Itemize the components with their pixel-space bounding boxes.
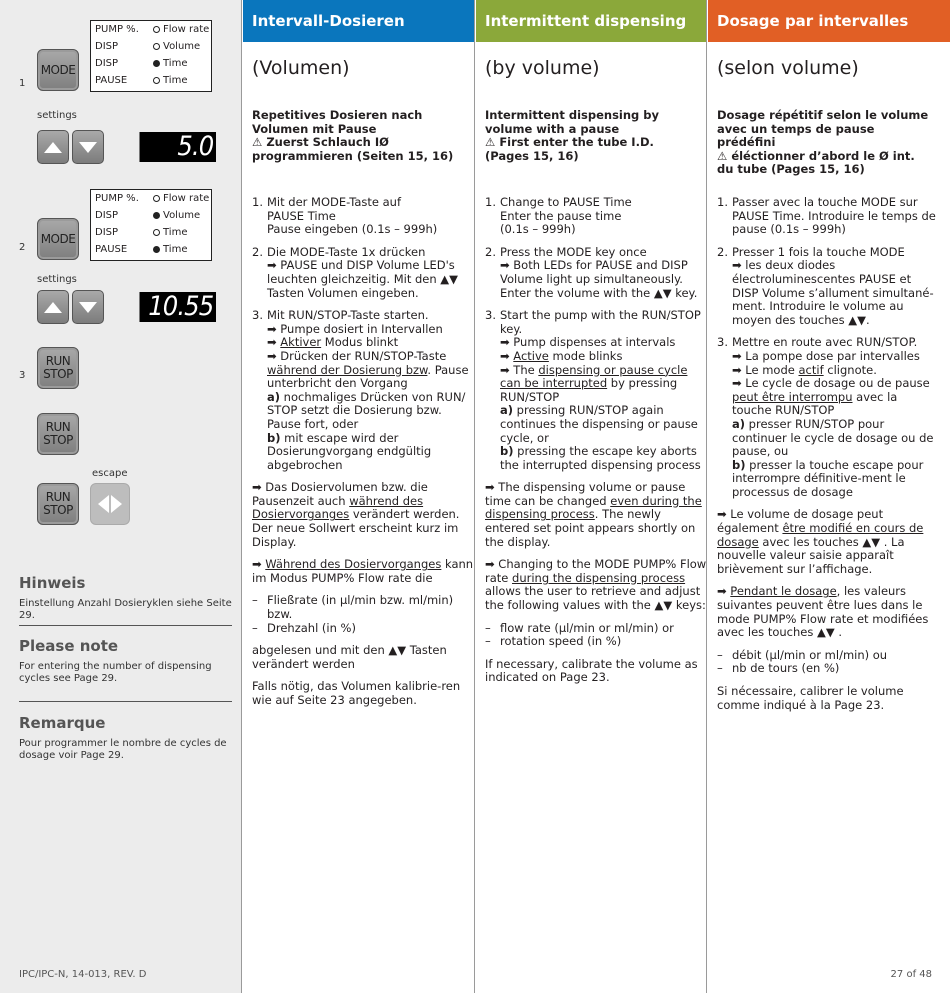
document-revision: IPC/IPC-N, 14-013, REV. D [19, 969, 147, 980]
led-name: PUMP %. [95, 24, 139, 35]
column-body [252, 196, 476, 717]
column-header: Intermittent dispensing [476, 0, 706, 42]
settings-label: settings [37, 274, 77, 285]
column-subtitle: (by volume) [485, 57, 600, 79]
led-name: PAUSE [95, 244, 128, 255]
step-item: 3. Mettre en route avec RUN/STOP. ➡ La pompe dose par intervalles ➡ Le mode actif clignote. ➡ Le cycle de dosage ou de pause peut être interrompu avec la touche RUN/STOP a) presser RUN/STOP pour continuer le cycle de dosage ou de pause, ou b) presser la touche escape pour interrompre définitive-ment le processus de dosage [717, 335, 934, 499]
run-stop-label: RUN STOP [43, 420, 73, 447]
warning-text: ⚠ Zuerst Schlauch IØ programmieren (Seiten 15, 16) [252, 135, 454, 163]
dash-item: – flow rate (µl/min or ml/min) or [485, 620, 674, 635]
dash-item: – nb de tours (en %) [717, 661, 840, 676]
led-value: Volume [163, 210, 201, 221]
run-stop-button[interactable] [37, 347, 79, 389]
paragraph: If necessary, calibrate the volume as indicated on Page 23. [485, 656, 698, 685]
led-value: Volume [163, 41, 201, 52]
paragraph: ➡ The dispensing volume or pause time can be changed even during the dispensing process. The newly entered set point appears shortly on the display. [485, 480, 702, 549]
step-item: 3. Mit RUN/STOP-Taste starten. ➡ Pumpe dosiert in Intervallen ➡ Aktiver Modus blinkt ➡ Drücken der RUN/STOP-Taste während der Dosierung bzw. Pause unterbricht den Vorgang a) nochmaliges Drücken von RUN/ STOP setzt die Dosierung bzw. Pause fort, oder b) mit escape wird der Dosierungvorgang endgültig abgebrochen [252, 308, 469, 472]
led-indicator-off [153, 26, 160, 33]
down-arrow-button[interactable] [72, 290, 104, 324]
led-value: Time [163, 75, 188, 86]
intro-text: Repetitives Dosieren nach Volumen mit Pause [252, 108, 423, 136]
column-subtitle: (selon volume) [717, 57, 859, 79]
paragraph: ➡ Le volume de dosage peut également être modifié en cours de dosage avec les touches ▲▼ . La nouvelle valeur saisie apparaît brièvement sur l’affichage. [717, 507, 924, 576]
divider [19, 625, 232, 626]
value-display-step1: 5.0 [140, 132, 217, 162]
column-english [476, 0, 707, 993]
note-text: Pour programmer le nombre de cycles de dosage voir Page 29. [19, 738, 227, 761]
divider [19, 701, 232, 702]
led-panel-step1 [90, 20, 212, 92]
dash-item: – débit (µl/min or ml/min) ou [717, 647, 888, 662]
up-arrow-icon [44, 142, 62, 153]
down-arrow-icon [79, 302, 97, 313]
value-display-step2: 10.55 [140, 292, 217, 322]
left-arrow-icon [98, 495, 109, 513]
instruction-sidebar [0, 0, 242, 993]
column-body [717, 196, 937, 721]
step-number-2: 2 [19, 242, 26, 253]
step-item: 2. Die MODE-Taste 1x drücken ➡ PAUSE und DISP Volume LED's leuchten gleichzeitig. Mit den ▲▼ Tasten Volumen eingeben. [252, 244, 458, 300]
note-title: Remarque [19, 714, 106, 732]
note-de [19, 574, 232, 622]
led-panel-step2 [90, 189, 212, 261]
note-fr [19, 714, 232, 762]
run-stop-label: RUN STOP [43, 354, 73, 381]
led-value: Time [163, 58, 188, 69]
intro-text: Dosage répétitif selon le volume avec un temps de pause prédéfini [717, 108, 929, 149]
step-item: 1. Passer avec la touche MODE sur PAUSE Time. Introduire le temps de pause (0.1s – 999h) [717, 195, 936, 237]
escape-label: escape [92, 468, 128, 479]
paragraph: ➡ Während des Dosiervorganges kann im Modus PUMP% Flow rate die [252, 557, 474, 585]
step-number-3: 3 [19, 370, 26, 381]
dash-item: – Fließrate (in µl/min bzw. ml/min) bzw. [252, 593, 454, 622]
paragraph: ➡ Pendant le dosage, les valeurs suivantes peuvent être lues dans le mode PUMP% Flow rate et modifiées avec les touches ▲▼ . [717, 584, 929, 640]
down-arrow-icon [79, 142, 97, 153]
mode-button-step1[interactable] [37, 49, 79, 91]
step-number-1: 1 [19, 78, 26, 89]
step-item: 2. Press the MODE key once ➡ Both LEDs for PAUSE and DISP Volume light up simultaneously. Enter the volume with the ▲▼ key. [485, 244, 698, 300]
paragraph: Si nécessaire, calibrer le volume comme indiqué à la Page 23. [717, 684, 904, 712]
right-arrow-icon [111, 495, 122, 513]
warning-text: ⚠ First enter the tube I.D. (Pages 15, 16) [485, 135, 654, 163]
column-header: Dosage par intervalles [708, 0, 950, 42]
up-arrow-icon [44, 302, 62, 313]
run-stop-button[interactable] [37, 483, 79, 525]
column-subtitle: (Volumen) [252, 57, 350, 79]
step-item: 1. Mit der MODE-Taste auf PAUSE Time Pause eingeben (0.1s – 999h) [252, 195, 438, 237]
led-value: Time [163, 227, 188, 238]
led-value: Flow rate [163, 24, 210, 35]
led-indicator-off [153, 195, 160, 202]
mode-button-label: MODE [40, 231, 76, 246]
led-indicator-on [153, 212, 160, 219]
dash-item: – Drehzahl (in %) [252, 620, 356, 635]
step-item: 2. Presser 1 fois la touche MODE ➡ les deux diodes électroluminescentes PAUSE et DISP Volume s’allument simultané-ment. Introduire le volume au moyen des touches ▲▼. [717, 244, 934, 327]
led-indicator-on [153, 246, 160, 253]
column-intro [717, 109, 932, 177]
note-en [19, 637, 232, 685]
paragraph: Falls nötig, das Volumen kalibrie-ren wie auf Seite 23 angegeben. [252, 679, 461, 707]
settings-label: settings [37, 110, 77, 121]
column-intro [252, 109, 467, 163]
mode-button-label: MODE [40, 62, 76, 77]
page-number: 27 of 48 [890, 969, 932, 980]
dash-item: – rotation speed (in %) [485, 634, 622, 649]
column-header: Intervall-Dosieren [243, 0, 474, 42]
led-name: DISP [95, 58, 119, 69]
intro-text: Intermittent dispensing by volume with a pause [485, 108, 660, 136]
note-text: Einstellung Anzahl Dosieryklen siehe Seite 29. [19, 598, 232, 621]
step-item: 1. Change to PAUSE Time Enter the pause time (0.1s – 999h) [485, 195, 632, 237]
run-stop-label: RUN STOP [43, 490, 73, 517]
run-stop-button[interactable] [37, 413, 79, 455]
note-text: For entering the number of dispensing cycles see Page 29. [19, 661, 212, 684]
led-name: PUMP %. [95, 193, 139, 204]
escape-button[interactable] [90, 483, 130, 525]
led-name: DISP [95, 210, 119, 221]
up-arrow-button[interactable] [37, 130, 69, 164]
mode-button-step2[interactable] [37, 218, 79, 260]
led-name: DISP [95, 41, 119, 52]
led-name: PAUSE [95, 75, 128, 86]
note-title: Hinweis [19, 574, 86, 592]
paragraph: ➡ Das Dosiervolumen bzw. die Pausenzeit auch während des Dosiervorganges verändert werden. Der neue Sollwert erscheint kurz im Display. [252, 480, 460, 549]
led-indicator-off [153, 43, 160, 50]
up-arrow-button[interactable] [37, 290, 69, 324]
paragraph: abgelesen und mit den ▲▼ Tasten verändert werden [252, 643, 447, 671]
led-name: DISP [95, 227, 119, 238]
led-indicator-off [153, 229, 160, 236]
note-title: Please note [19, 637, 119, 655]
column-intro [485, 109, 700, 163]
paragraph: ➡ Changing to the MODE PUMP% Flow rate during the dispensing process allows the user to retrieve and adjust the following values with the ▲▼ keys: [485, 557, 707, 613]
column-body [485, 196, 709, 694]
column-german [243, 0, 475, 993]
led-indicator-off [153, 77, 160, 84]
step-item: 3. Start the pump with the RUN/STOP key. ➡ Pump dispenses at intervals ➡ Active mode blinks ➡ The dispensing or pause cycle can be interrupted by pressing RUN/STOP a) pressing RUN/STOP again continues the dispensing or pause cycle, or b) pressing the escape key aborts the interrupted dispensing process [485, 308, 701, 472]
down-arrow-button[interactable] [72, 130, 104, 164]
led-value: Flow rate [163, 193, 210, 204]
column-french [708, 0, 950, 993]
warning-text: ⚠ éléctionner d’abord le Ø int. du tube (Pages 15, 16) [717, 148, 915, 176]
led-value: Time [163, 244, 188, 255]
led-indicator-on [153, 60, 160, 67]
